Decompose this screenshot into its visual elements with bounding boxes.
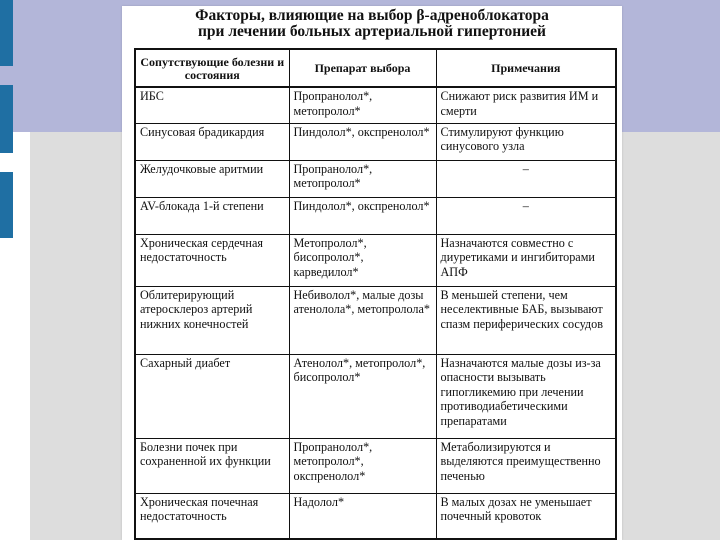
note-cell: – [436, 160, 616, 197]
slide-accent-bar [0, 0, 13, 66]
table-header-row [135, 49, 616, 87]
table-row [135, 286, 616, 354]
table-row [135, 234, 616, 286]
header-conditions: Сопутствующие болезни и состояния [135, 49, 289, 87]
drug-cell: Атенолол*, метопролол*, бисопролол* [289, 354, 436, 438]
condition-cell: Облитерирующий атеросклероз артерий нижних конечностей [135, 286, 289, 354]
table-row [135, 87, 616, 123]
note-cell: Метаболизируются и выделяются преимущественно печенью [436, 438, 616, 493]
header-drug: Препарат выбора [289, 49, 436, 87]
note-cell: – [436, 197, 616, 234]
drug-cell: Пиндолол*, окспренолол* [289, 123, 436, 160]
table-row [135, 197, 616, 234]
condition-cell: AV-блокада 1-й степени [135, 197, 289, 234]
condition-cell: ИБС [135, 87, 289, 123]
beta-blocker-table [134, 48, 617, 540]
drug-cell: Пропранолол*, метопролол* [289, 160, 436, 197]
table-row [135, 354, 616, 438]
page-title [122, 8, 622, 40]
drug-cell: Надолол* [289, 493, 436, 539]
title-line-2: при лечении больных артериальной гипертонией [198, 23, 546, 40]
slide-accent-bar [0, 85, 13, 153]
note-cell: В меньшей степени, чем неселективные БАБ, вызывают спазм периферических сосудов [436, 286, 616, 354]
note-cell: Стимулируют функцию синусового узла [436, 123, 616, 160]
document-page [122, 6, 622, 540]
table-row [135, 493, 616, 539]
drug-cell: Небиволол*, малые дозы атенолола*, метопролола* [289, 286, 436, 354]
title-line-1: Факторы, влияющие на выбор β-адреноблокатора [195, 7, 549, 24]
note-cell: Назначаются малые дозы из-за опасности вызывать гипогликемию при лечении противодиабетическими препаратами [436, 354, 616, 438]
drug-cell: Пропранолол*, метопролол* [289, 87, 436, 123]
drug-cell: Пиндолол*, окспренолол* [289, 197, 436, 234]
slide-accent-bar [0, 172, 13, 238]
table-row [135, 123, 616, 160]
note-cell: В малых дозах не уменьшает почечный кровоток [436, 493, 616, 539]
condition-cell: Желудочковые аритмии [135, 160, 289, 197]
table-row [135, 438, 616, 493]
condition-cell: Хроническая сердечная недостаточность [135, 234, 289, 286]
condition-cell: Сахарный диабет [135, 354, 289, 438]
condition-cell: Болезни почек при сохраненной их функции [135, 438, 289, 493]
drug-cell: Метопролол*, бисопролол*, карведилол* [289, 234, 436, 286]
condition-cell: Синусовая брадикардия [135, 123, 289, 160]
header-notes: Примечания [436, 49, 616, 87]
drug-cell: Пропранолол*, метопролол*, окспренолол* [289, 438, 436, 493]
note-cell: Снижают риск развития ИМ и смерти [436, 87, 616, 123]
condition-cell: Хроническая почечная недостаточность [135, 493, 289, 539]
note-cell: Назначаются совместно с диуретиками и ингибиторами АПФ [436, 234, 616, 286]
table-row [135, 160, 616, 197]
